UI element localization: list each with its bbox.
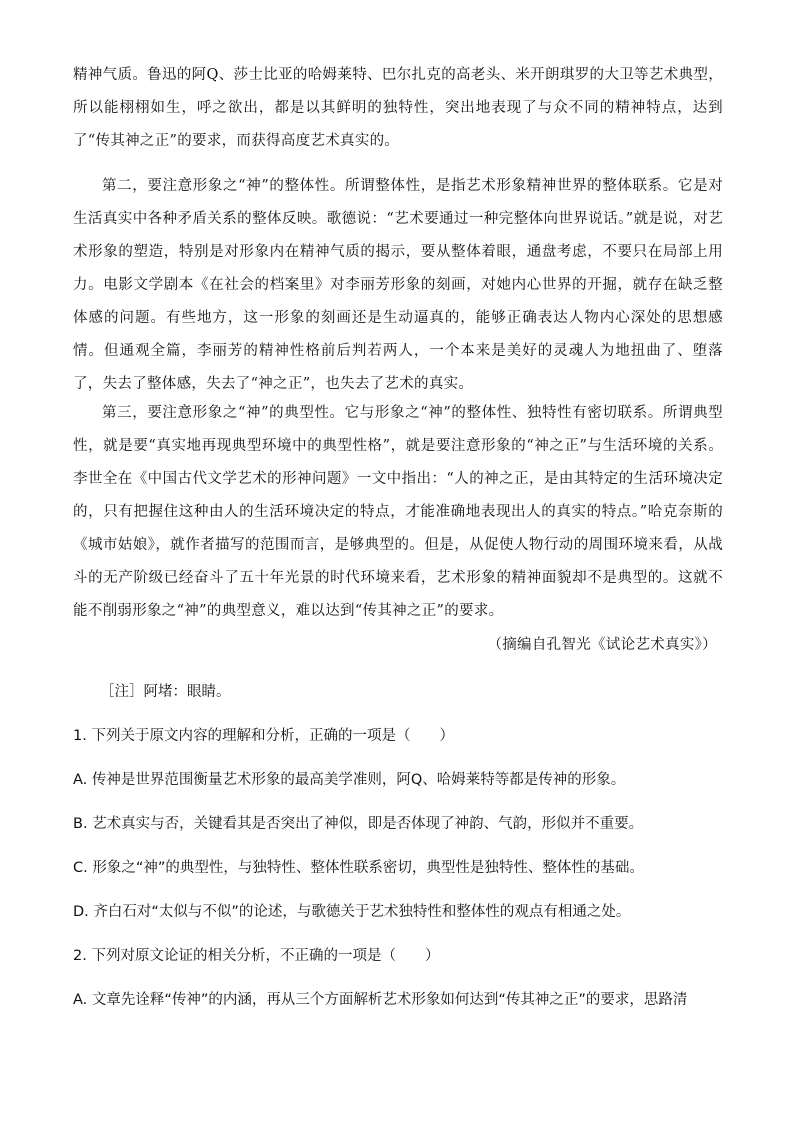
- passage-source: （摘编自孔智光《试论艺术真实》）: [487, 637, 717, 653]
- question-1-stem: 1. 下列关于原文内容的理解和分析，正确的一项是（ ）: [73, 728, 454, 744]
- passage-paragraph-continuation: 精神气质。鲁迅的阿Q、莎士比亚的哈姆莱特、巴尔扎克的高老头、米开朗琪罗的大卫等艺术典型，所以能栩栩如生，呼之欲出，都是以其鲜明的独特性，突出地表现了与众不同的精神特点，达到了“传其神之正”的要求，而获得高度艺术真实的。: [73, 67, 723, 149]
- question-1-option-d[interactable]: D. 齐白石对“太似与不似”的论述，与歌德关于艺术独特性和整体性的观点有相通之处。: [73, 904, 631, 920]
- question-1-option-a[interactable]: A. 传神是世界范围衡量艺术形象的最高美学准则，阿Q、哈姆莱特等都是传神的形象。: [73, 772, 626, 788]
- passage-paragraph-third: 第三，要注意形象之“神”的典型性。它与形象之“神”的整体性、独特性有密切联系。所谓典型性，就是要“真实地再现典型环境中的典型性格”，就是要注意形象的“神之正”与生活环境的关系。李世全在《中国古代文学艺术的形神问题》一文中指出：“人的神之正，是由其特定的生活环境决定的，只有把握住这种由人的生活环境决定的特点，才能准确地表现出人的真实的特点。”哈克奈斯的《城市姑娘》，就作者描写的范围而言，是够典型的。但是，从促使人物行动的周围环境来看，从战斗的无产阶级已经奋斗了五十年光景的时代环境来看，艺术形象的精神面貌却不是典型的。这就不能不削弱形象之“神”的典型意义，难以达到“传其神之正”的要求。: [73, 405, 723, 619]
- annotation-note: ［注］阿堵：眼睛。: [100, 684, 231, 700]
- passage-paragraph-second: 第二，要注意形象之“神”的整体性。所谓整体性，是指艺术形象精神世界的整体联系。它是对生活真实中各种矛盾关系的整体反映。歌德说：“艺术要通过一种完整体向世界说话。”就是说，对艺术形象的塑造，特别是对形象内在精神气质的揭示，要从整体着眼，通盘考虑，不要只在局部上用力。电影文学剧本《在社会的档案里》对李丽芳形象的刻画，对她内心世界的开掘，就存在缺乏整体感的问题。有些地方，这一形象的刻画还是生动逼真的，能够正确表达人物内心深处的思想感情。但通观全篇，李丽芳的精神性格前后判若两人，一个本来是美好的灵魂人为地扭曲了、堕落了，失去了整体感，失去了“神之正”，也失去了艺术的真实。: [73, 178, 723, 392]
- question-1-option-b[interactable]: B. 艺术真实与否，关键看其是否突出了神似，即是否体现了神韵、气韵，形似并不重要。: [73, 816, 644, 832]
- question-1-option-c[interactable]: C. 形象之“神”的典型性，与独特性、整体性联系密切，典型性是独特性、整体性的基础。: [73, 860, 644, 876]
- question-2-option-a[interactable]: A. 文章先诠释“传神”的内涵，再从三个方面解析艺术形象如何达到“传其神之正”的要求，思路清: [73, 992, 688, 1008]
- question-2-stem: 2. 下列对原文论证的相关分析，不正确的一项是（ ）: [73, 948, 440, 964]
